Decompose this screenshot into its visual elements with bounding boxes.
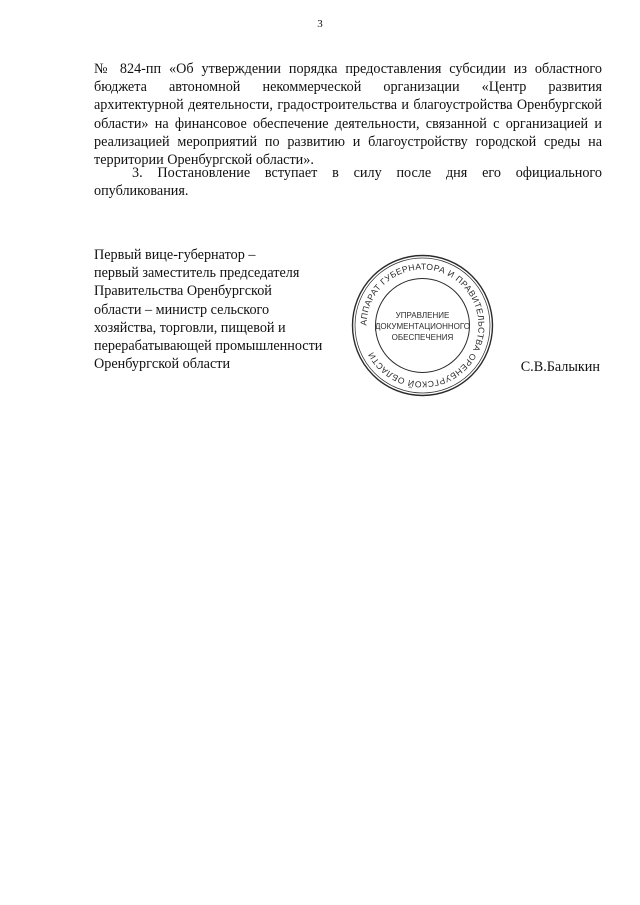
paragraph-entry-into-force: 3. Постановление вступает в силу после дня его официального опубликования. bbox=[94, 165, 602, 200]
signatory-line: Правительства Оренбургской bbox=[94, 283, 272, 300]
signatory-position bbox=[94, 246, 354, 373]
stamp-center-line: ОБЕСПЕЧЕНИЯ bbox=[391, 333, 454, 342]
official-stamp-icon bbox=[350, 253, 495, 398]
stamp-center-line: УПРАВЛЕНИЕ bbox=[395, 311, 450, 320]
signatory-line: хозяйства, торговли, пищевой и bbox=[94, 319, 286, 336]
stamp-center-line: ДОКУМЕНТАЦИОННОГО bbox=[375, 322, 470, 331]
signer-name: С.В.Балыкин bbox=[520, 359, 600, 375]
page-number: 3 bbox=[317, 18, 323, 30]
stamp-ring-textpath: АППАРАТ ГУБЕРНАТОРА И ПРАВИТЕЛЬСТВА ОРЕНБУРГСКОЙ ОБЛАСТИ bbox=[358, 261, 487, 390]
signatory-line: первый заместитель председателя bbox=[94, 265, 300, 282]
paragraph-decree-reference: № 824-пп «Об утверждении порядка предоставления субсидии из областного бюджета автономной некоммерческой организации «Центр развития архитектурной деятельности, градостроительства и благоустройства Оренбургской области» на финансовое обеспечение деятельности, связанной с организацией и реализацией мероприятий по развитию и благоустройству городской среды на территории Оренбургской области». bbox=[94, 61, 602, 169]
signatory-line: Оренбургской области bbox=[94, 356, 231, 373]
signatory-line: области – министр сельского bbox=[94, 301, 270, 318]
signatory-line: Первый вице-губернатор – bbox=[94, 247, 256, 263]
signatory-line: перерабатывающей промышленности bbox=[94, 338, 323, 355]
